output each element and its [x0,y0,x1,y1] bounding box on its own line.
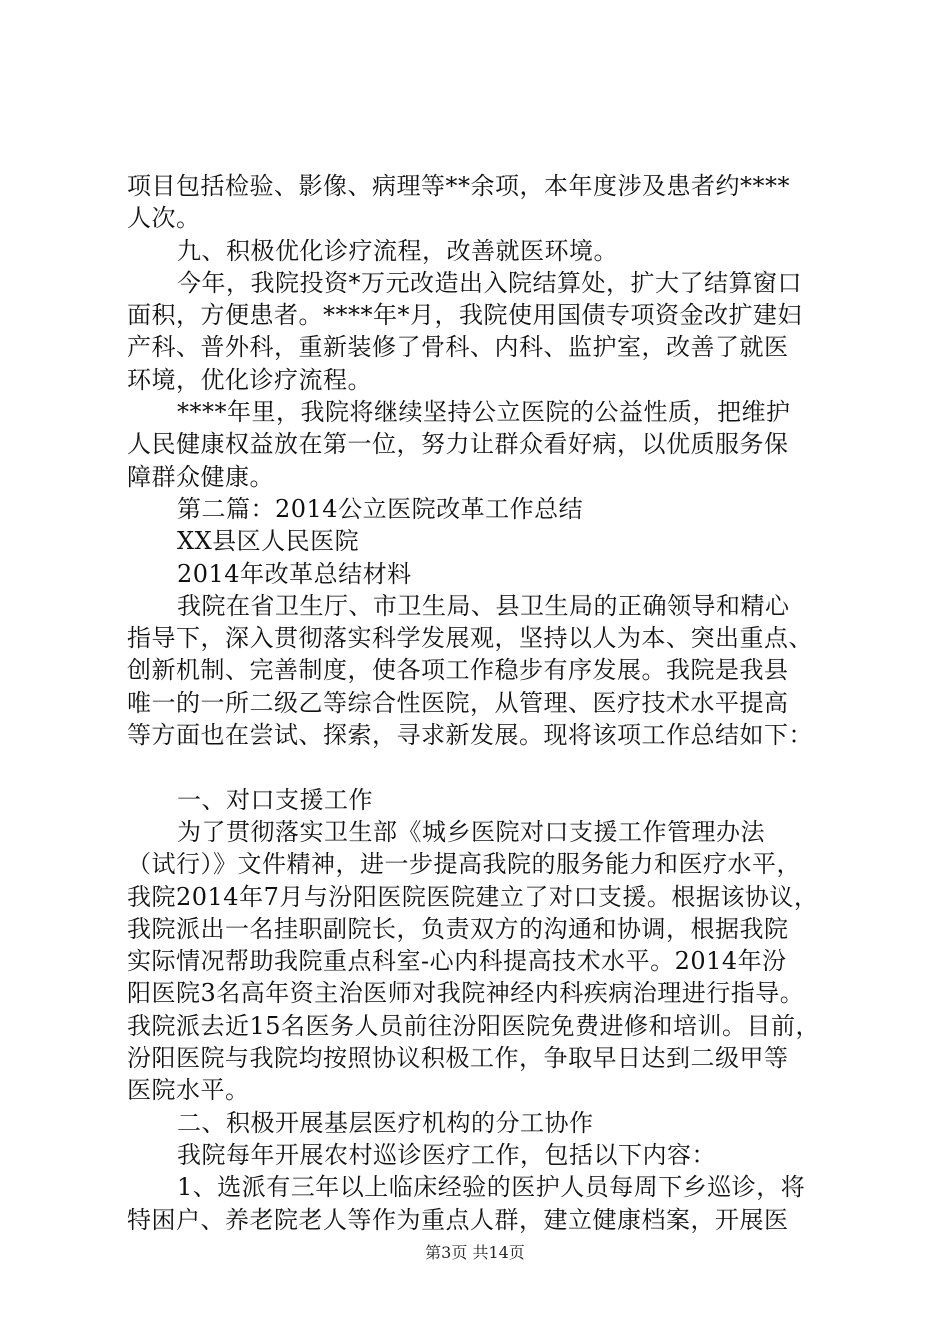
text-line: 我院派出一名挂职副院长，负责双方的沟通和协调，根据我院 [127,914,789,943]
blank-line [127,751,832,783]
list-item: 1、选派有三年以上临床经验的医护人员每周下乡巡诊，将 [177,1173,806,1202]
text-line: ****年里，我院将继续坚持公立医院的公益性质，把维护 [177,398,791,427]
text-line: 人次。 [127,204,201,233]
text-line: 创新机制、完善制度，使各项工作稳步有序发展。我院是我县 [127,656,789,685]
text-line: 唯一的一所二级乙等综合性医院，从管理、医疗技术水平提高 [127,688,789,717]
text-line: 我院2014年7月与汾阳医院医院建立了对口支援。根据该协议， [127,882,819,911]
document-body [127,170,832,1236]
text-line: 我院派去近15名医务人员前往汾阳医院免费进修和培训。目前， [127,1011,821,1040]
text-line: 环境，优化诊疗流程。 [127,365,372,394]
material-title: 2014年改革总结材料 [177,559,412,588]
text-line: 我院在省卫生厅、市卫生局、县卫生局的正确领导和精心 [177,591,790,620]
section-heading: 一、对口支援工作 [177,785,373,814]
text-line: 阳医院3名高年资主治医师对我院神经内科疾病治理进行指导。 [127,979,805,1008]
text-line: 我院每年开展农村巡诊医疗工作，包括以下内容： [177,1140,716,1169]
text-line: 产科、普外科，重新装修了骨科、内科、监护室，改善了就医 [127,333,789,362]
text-line: 特困户、养老院老人等作为重点人群，建立健康档案，开展医 [127,1205,789,1234]
text-line: 实际情况帮助我院重点科室-心内科提高技术水平。2014年汾 [127,947,787,976]
text-line: 为了贯彻落实卫生部《城乡医院对口支援工作管理办法 [177,817,765,846]
text-line: 障群众健康。 [127,462,274,491]
section-heading: 九、积极优化诊疗流程，改善就医环境。 [177,236,618,265]
text-line: 今年，我院投资*万元改造出入院结算处，扩大了结算窗口 [177,268,802,297]
text-line: 等方面也在尝试、探索，寻求新发展。现将该项工作总结如下： [127,721,813,750]
chapter-title: 第二篇：2014公立医院改革工作总结 [177,494,584,523]
text-line: 医院水平。 [127,1076,250,1105]
text-line: 汾阳医院与我院均按照协议积极工作，争取早日达到二级甲等 [127,1044,789,1073]
page-footer: 第3页 共14页 [425,1243,525,1262]
text-line: （试行）》文件精神，进一步提高我院的服务能力和医疗水平， [127,850,801,879]
text-line: 指导下，深入贯彻落实科学发展观，坚持以人为本、突出重点、 [127,624,813,653]
section-heading: 二、积极开展基层医疗机构的分工协作 [177,1108,594,1137]
text-line: 人民健康权益放在第一位，努力让群众看好病，以优质服务保 [127,430,789,459]
text-line: 项目包括检验、影像、病理等**余项，本年度涉及患者约**** [127,172,790,200]
hospital-name: XX县区人民医院 [177,527,360,556]
text-line: 面积，方便患者。****年*月，我院使用国债专项资金改扩建妇 [127,301,802,330]
